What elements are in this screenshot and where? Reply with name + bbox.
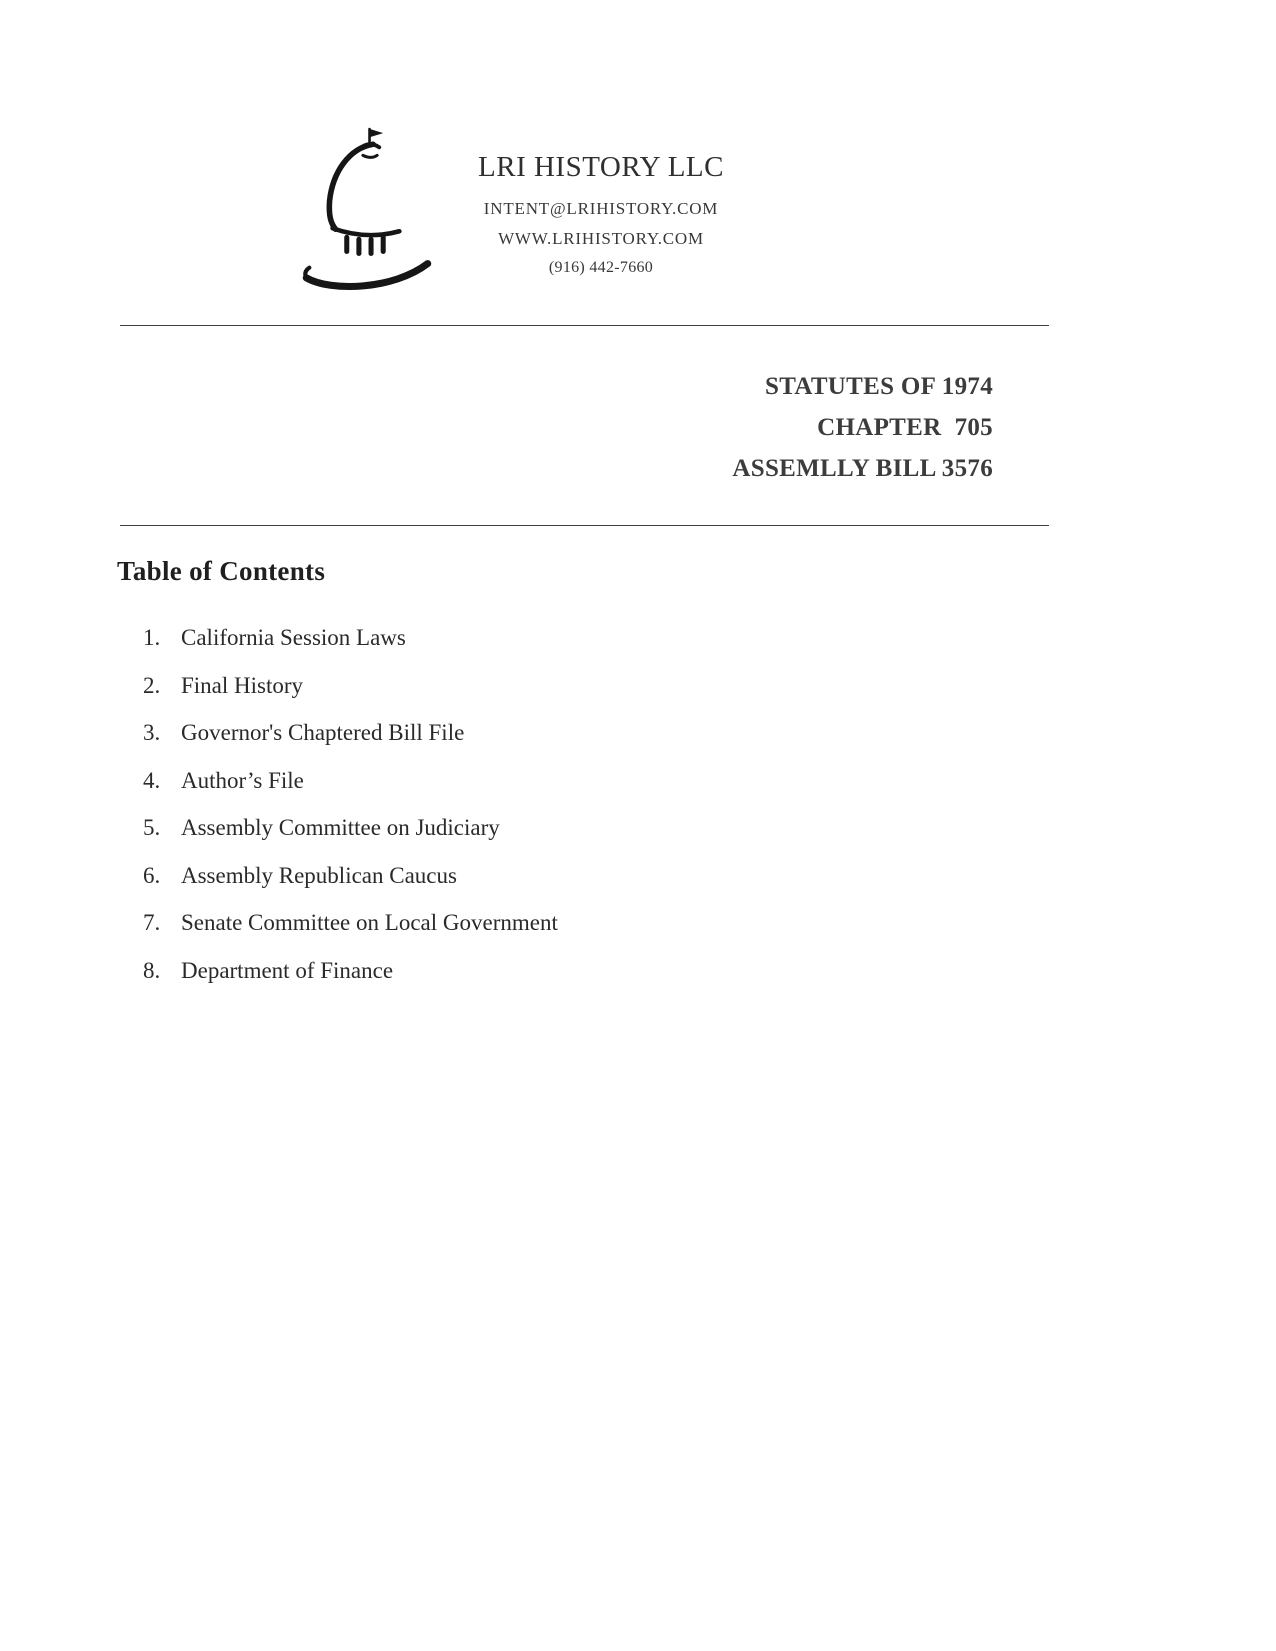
toc-item-number: 4. xyxy=(143,767,161,793)
toc-item-number: 7. xyxy=(143,910,161,935)
toc-item-number: 6. xyxy=(143,862,161,888)
toc-item-label: Final History xyxy=(181,672,304,698)
toc-item xyxy=(143,957,558,985)
toc-list xyxy=(143,624,558,1004)
toc-item xyxy=(143,814,558,842)
divider-middle xyxy=(120,525,1049,526)
toc-item xyxy=(143,909,558,937)
bill-line: ASSEMLLY BILL 3576 xyxy=(732,455,993,482)
toc-item xyxy=(143,672,558,700)
toc-heading: Table of Contents xyxy=(117,556,326,586)
toc-item xyxy=(143,767,558,795)
toc-item xyxy=(143,719,558,747)
toc-item-label: Assembly Republican Caucus xyxy=(181,862,457,888)
statute-title-block xyxy=(732,366,993,489)
toc-item-number: 8. xyxy=(143,957,161,983)
toc-item-label: Senate Committee on Local Government xyxy=(181,910,558,935)
chapter-line: CHAPTER 705 xyxy=(817,414,993,441)
toc-item-number: 2. xyxy=(143,672,161,698)
statutes-line: STATUTES OF 1974 xyxy=(765,373,993,400)
divider-top xyxy=(120,325,1049,326)
company-contact-block xyxy=(451,150,751,277)
toc-item-label: California Session Laws xyxy=(181,625,406,650)
toc-item-label: Department of Finance xyxy=(181,957,394,983)
company-phone: (916) 442-7660 xyxy=(548,259,654,276)
company-name: LRI HISTORY LLC xyxy=(478,151,724,183)
company-email: INTENT@LRIHISTORY.COM xyxy=(483,199,719,218)
toc-item xyxy=(143,624,558,652)
toc-item-number: 1. xyxy=(143,625,161,650)
company-website: WWW.LRIHISTORY.COM xyxy=(498,229,704,248)
toc-item-label: Author’s File xyxy=(181,767,304,793)
toc-item-number: 5. xyxy=(143,815,161,840)
capitol-dome-logo xyxy=(296,124,438,296)
toc-item xyxy=(143,862,558,890)
toc-item-label: Governor's Chaptered Bill File xyxy=(181,720,465,745)
toc-item-label: Assembly Committee on Judiciary xyxy=(181,815,500,840)
toc-item-number: 3. xyxy=(143,720,161,745)
